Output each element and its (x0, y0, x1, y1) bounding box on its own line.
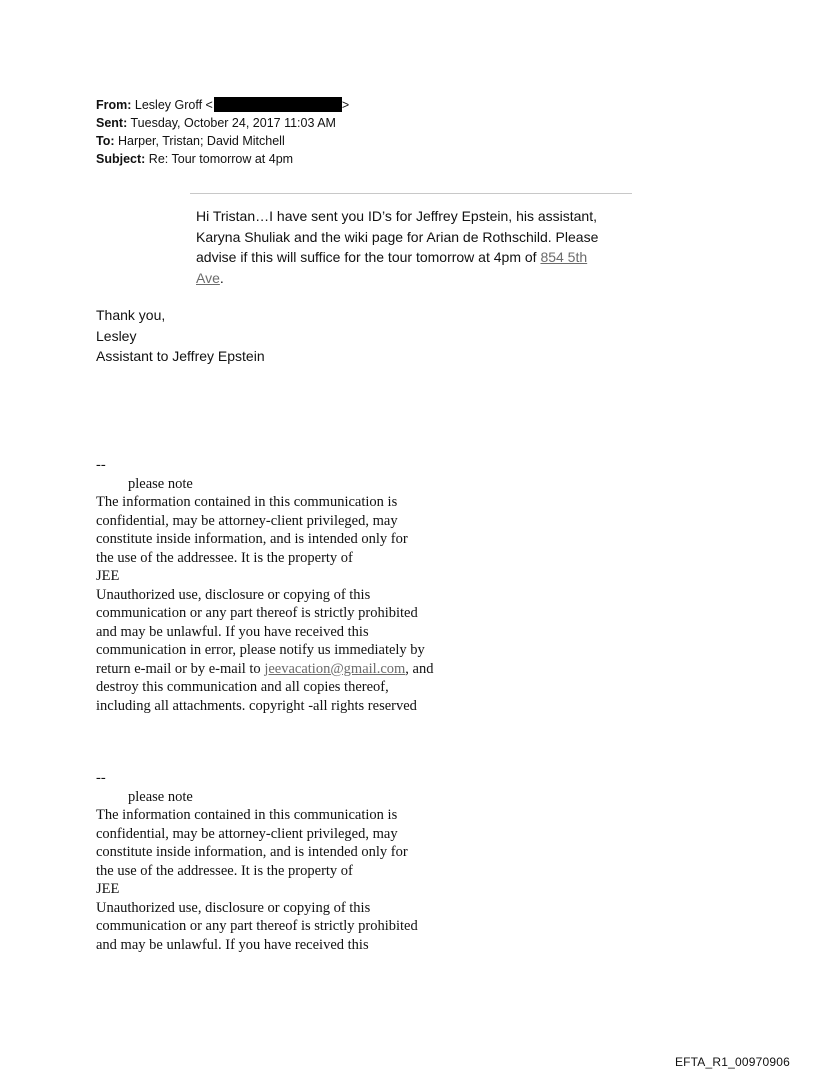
signer-title: Assistant to Jeffrey Epstein (96, 348, 265, 364)
disclaimer-line: constitute inside information, and is intended only for (96, 531, 408, 547)
quoted-message (190, 193, 632, 288)
disclaimer-line: Unauthorized use, disclosure or copying of this (96, 586, 371, 603)
address-link[interactable]: 854 5th (540, 249, 588, 265)
disclaimer-line: constitute inside information, and is intended only for (96, 844, 408, 860)
subject-value: Re: Tour tomorrow at 4pm (148, 152, 294, 166)
disclaimer-line: The information contained in this communication is (96, 494, 398, 510)
email-header (96, 96, 349, 168)
signature-separator: -- (96, 770, 106, 786)
disclaimer-line: JEE (96, 881, 120, 897)
redaction-bar (214, 97, 342, 112)
email-prefix: return e-mail or by e-mail to (96, 660, 265, 677)
quoted-line-text: advise if this will suffice for the tour tomorrow at 4pm of (196, 249, 541, 265)
quoted-line: Karyna Shuliak and the wiki page for Arian de Rothschild. Please (196, 228, 599, 245)
to-row (96, 132, 349, 150)
email-link[interactable]: jeevacation@gmail.com (264, 660, 406, 677)
document-id: EFTA_R1_00970906 (674, 1055, 790, 1069)
email-suffix: , and (405, 660, 434, 677)
disclaimer-line: The information contained in this communication is (96, 807, 398, 823)
from-row (96, 96, 349, 114)
subject-label: Subject: (96, 152, 146, 166)
disclaimer-line: JEE (96, 568, 120, 584)
address-link-continued[interactable]: Ave (196, 269, 220, 286)
to-label: To: (96, 134, 115, 148)
disclaimer-line: and may be unlawful. If you have received this (96, 623, 369, 640)
from-value: Lesley Groff < (134, 98, 213, 112)
signature-block (96, 305, 265, 367)
confidentiality-disclaimer-repeat (96, 769, 496, 954)
disclaimer-line: and may be unlawful. If you have received this (96, 936, 369, 953)
disclaimer-line: communication or any part thereof is strictly prohibited (96, 605, 418, 621)
closing-text: Thank you, (96, 307, 166, 323)
disclaimer-line: the use of the addressee. It is the property of (96, 549, 353, 566)
signature-separator: -- (96, 457, 106, 473)
confidentiality-disclaimer (96, 456, 496, 715)
disclaimer-line: Unauthorized use, disclosure or copying of this (96, 899, 371, 916)
from-label: From: (96, 98, 132, 112)
disclaimer-line: the use of the addressee. It is the property of (96, 862, 353, 879)
quoted-line (196, 247, 626, 268)
disclaimer-line (96, 660, 496, 679)
from-close: > (341, 98, 350, 112)
note-heading: please note (128, 788, 193, 805)
quoted-line (196, 268, 626, 289)
disclaimer-line: destroy this communication and all copies thereof, (96, 679, 389, 695)
subject-row (96, 150, 349, 168)
signer-name: Lesley (96, 327, 137, 344)
sent-label: Sent: (96, 116, 128, 130)
sent-value: Tuesday, October 24, 2017 11:03 AM (130, 116, 336, 130)
quoted-end-punctuation: . (219, 269, 224, 286)
quoted-message-body (196, 206, 626, 288)
note-heading: please note (128, 475, 193, 492)
disclaimer-line: including all attachments. copyright -all rights reserved (96, 697, 417, 714)
quoted-line: Hi Tristan…I have sent you ID’s for Jeffrey Epstein, his assistant, (196, 208, 597, 224)
disclaimer-line: communication or any part thereof is strictly prohibited (96, 918, 418, 934)
to-value: Harper, Tristan; David Mitchell (118, 134, 285, 148)
sent-row (96, 114, 349, 132)
disclaimer-line: confidential, may be attorney-client privileged, may (96, 825, 398, 842)
disclaimer-line: communication in error, please notify us immediately by (96, 642, 425, 658)
disclaimer-line: confidential, may be attorney-client privileged, may (96, 512, 398, 529)
